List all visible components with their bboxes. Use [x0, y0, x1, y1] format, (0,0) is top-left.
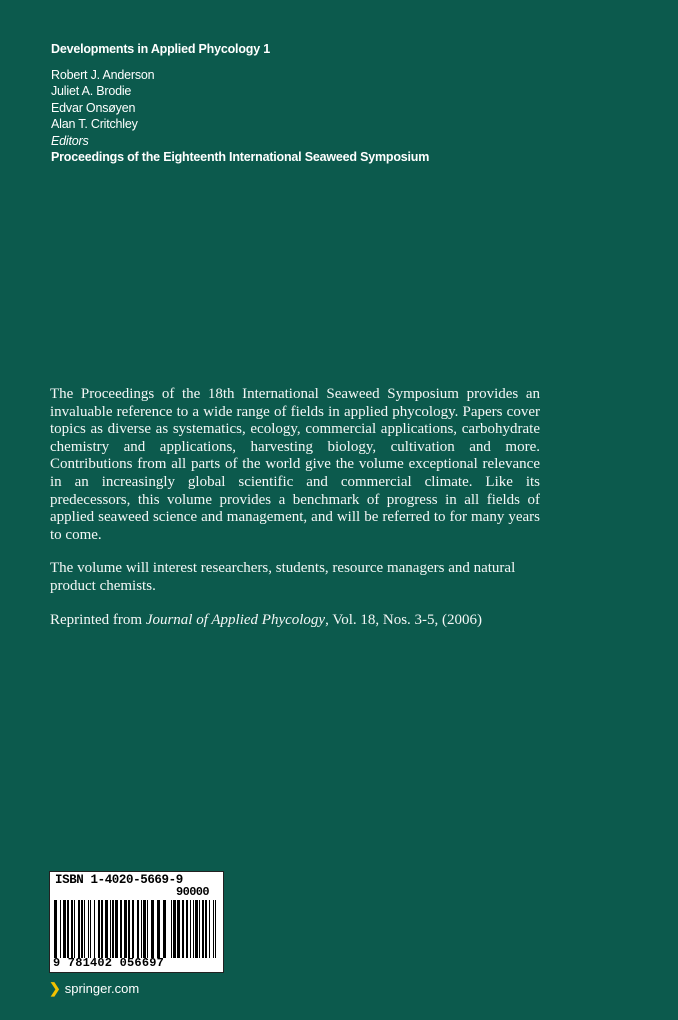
- journal-name: Journal of Applied Phycology: [145, 611, 326, 628]
- book-title: Proceedings of the Eighteenth International Seaweed Symposium: [51, 150, 430, 164]
- barcode-bar: [112, 900, 114, 958]
- barcode-bar: [60, 900, 61, 958]
- barcode-bar: [213, 900, 214, 958]
- publisher-link-text: springer.com: [64, 981, 140, 996]
- barcode-bar: [215, 900, 216, 958]
- barcode-bar: [209, 900, 210, 958]
- reprint-prefix: Reprinted from: [50, 611, 146, 628]
- barcode-bar: [120, 900, 122, 958]
- barcode-bar: [115, 900, 118, 958]
- barcode-bar: [124, 900, 127, 958]
- barcode-bar: [141, 900, 142, 958]
- barcode-bar: [101, 900, 103, 958]
- barcode-bar: [186, 900, 188, 958]
- blurb-paragraph: The Proceedings of the 18th International Seaweed Symposium provides an invaluable reference to a wide range of fields in applied phycology. Papers cover topics as diverse as systematics, ecology, commercial applications, carbohydrate chemistry and applications, harvesting biology, cultivation and more. Contributions from all parts of the world give the volume exceptional relevance in an increasingly global scientific and commercial climate. Like its predecessors, this volume provides a benchmark of progress in all fields of applied seaweed science and management, and will be referred to for many years to come.: [50, 386, 540, 543]
- barcode-bar: [195, 900, 198, 958]
- back-cover-blurb: [50, 386, 540, 645]
- barcode-bar: [90, 900, 91, 958]
- barcode-bar: [98, 900, 100, 958]
- barcode-bar: [132, 900, 134, 958]
- barcode-bar: [182, 900, 184, 958]
- chevron-right-icon: ❯: [49, 980, 61, 996]
- barcode-bar: [67, 900, 69, 958]
- barcode-bar: [81, 900, 83, 958]
- barcode-bar: [54, 900, 57, 958]
- editors-label: Editors: [51, 133, 89, 148]
- barcode-bar: [171, 900, 172, 958]
- addon-barcode-bars: [171, 900, 219, 958]
- barcode-bar: [88, 900, 89, 958]
- barcode-bar: [193, 900, 194, 958]
- barcode-bar: [163, 900, 166, 958]
- barcode-bar: [151, 900, 154, 958]
- blurb-paragraph: The volume will interest researchers, students, resource managers and natural product chemists.: [50, 560, 516, 594]
- barcode-bar: [157, 900, 160, 958]
- barcode-bar: [128, 900, 130, 958]
- barcode-bar: [94, 900, 95, 958]
- series-title: Developments in Applied Phycology 1: [51, 42, 270, 56]
- reprint-suffix: , Vol. 18, Nos. 3-5, (2006): [325, 611, 483, 628]
- barcode-bar: [202, 900, 204, 958]
- price-code: 90000: [176, 885, 210, 899]
- barcode-bar: [147, 900, 148, 958]
- barcode-bar: [105, 900, 108, 958]
- publisher-link[interactable]: [49, 980, 139, 997]
- editor-name: Robert J. Anderson: [51, 67, 155, 82]
- editor-name: Edvar Onsøyen: [51, 100, 136, 115]
- barcode-bar: [71, 900, 73, 958]
- barcode-bar: [205, 900, 207, 958]
- editor-name: Alan T. Critchley: [51, 117, 138, 131]
- isbn-text: ISBN 1-4020-5669-9: [55, 873, 183, 887]
- barcode-bar: [78, 900, 80, 958]
- reprint-note: [50, 612, 540, 630]
- barcode-bar: [190, 900, 191, 958]
- series-info: [51, 41, 429, 166]
- barcode-bar: [84, 900, 85, 958]
- barcode-bar: [74, 900, 75, 958]
- ean-barcode-bars: [54, 900, 166, 958]
- barcode-bar: [143, 900, 146, 958]
- isbn-barcode: [49, 871, 224, 973]
- barcode-bar: [173, 900, 176, 958]
- barcode-bar: [199, 900, 200, 958]
- barcode-bar: [63, 900, 66, 958]
- ean-digits: 9 781402 056697: [53, 956, 165, 970]
- barcode-bar: [110, 900, 111, 958]
- barcode-bar: [137, 900, 139, 958]
- editor-name: Juliet A. Brodie: [51, 84, 132, 98]
- barcode-bar: [177, 900, 180, 958]
